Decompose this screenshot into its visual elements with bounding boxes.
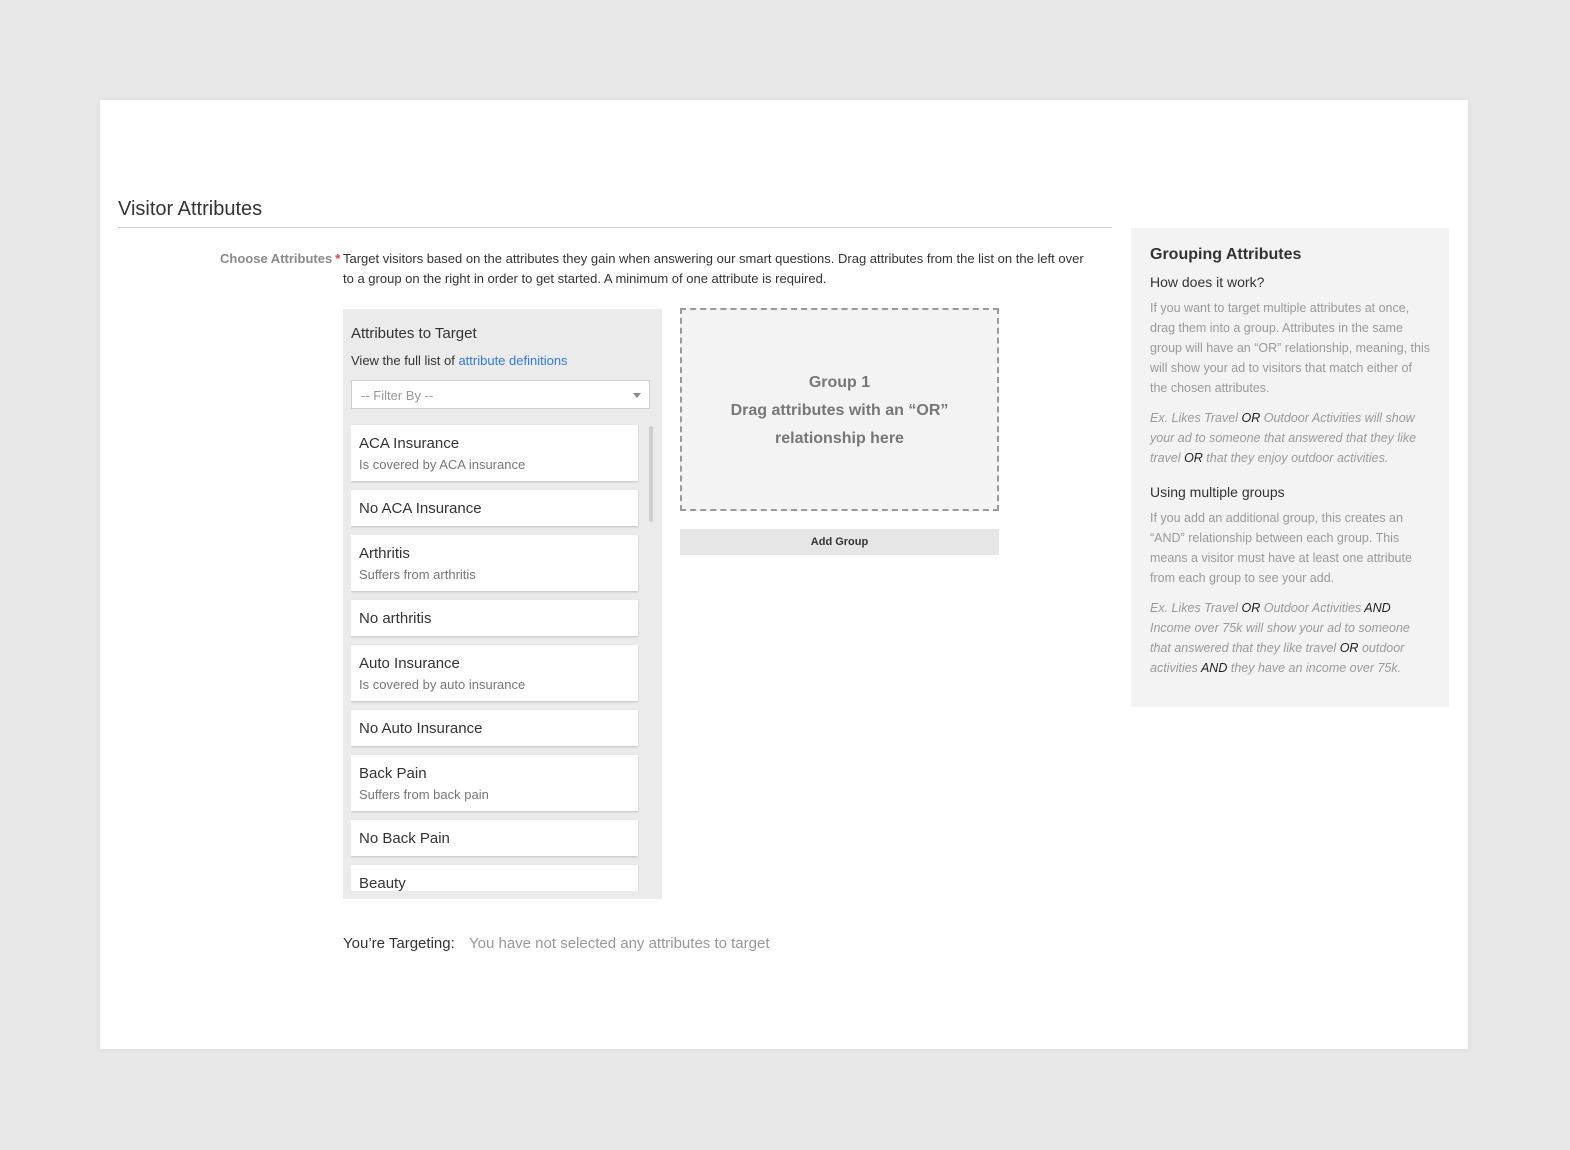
intro-text: Target visitors based on the attributes they gain when answering our smart questions. Drag attributes from the list on the left over to a group on the right in order to get started. A minimum of one attribute is required. [343, 251, 1084, 286]
attribute-name: Back Pain [359, 765, 427, 782]
visitor-attributes-card [100, 100, 1468, 1049]
help-title: Grouping Attributes [1150, 246, 1302, 263]
attribute-description: Is covered by auto insurance [359, 677, 526, 692]
help-sidebar [1131, 228, 1449, 707]
add-group-button[interactable]: Add Group [680, 529, 999, 555]
group-hint-line-1: Drag attributes with an “OR” [730, 402, 949, 419]
group-title: Group 1 [808, 374, 871, 391]
attributes-list[interactable] [351, 425, 641, 891]
choose-attributes-label: Choose Attributes * [220, 251, 341, 266]
attribute-description: Suffers from arthritis [359, 567, 476, 582]
attribute-name: Beauty [359, 875, 406, 891]
targeting-value: You have not selected any attributes to target [469, 935, 770, 952]
list-item[interactable] [351, 425, 638, 481]
help-heading-how: How does it work? [1150, 274, 1265, 290]
filter-placeholder: -- Filter By -- [361, 388, 434, 403]
list-item[interactable] [351, 600, 638, 636]
group-drop-zone[interactable] [680, 308, 999, 511]
help-heading-multiple: Using multiple groups [1150, 484, 1285, 500]
attributes-panel-title: Attributes to Target [351, 325, 477, 342]
list-item[interactable] [351, 865, 638, 891]
attribute-name: No arthritis [359, 610, 432, 627]
attribute-name: Auto Insurance [359, 655, 460, 672]
list-item[interactable] [351, 755, 638, 811]
list-item[interactable] [351, 535, 638, 591]
help-example-and: Ex. Likes Travel OR Outdoor Activities AND Income over 75k will show your ad to someone that answered that they like travel OR outdoor activities AND they have an income over 75k. [1150, 601, 1410, 675]
section-title: Visitor Attributes [118, 198, 263, 220]
group-hint-line-2: relationship here [775, 430, 904, 447]
attribute-name: No Back Pain [359, 830, 450, 847]
attribute-name: No ACA Insurance [359, 500, 482, 517]
attribute-description: Suffers from back pain [359, 787, 489, 802]
list-item[interactable] [351, 490, 638, 526]
filter-select[interactable] [351, 380, 650, 409]
section-divider [118, 227, 1112, 228]
attributes-panel [343, 309, 662, 899]
attributes-panel-subtitle: View the full list of attribute definitions [351, 353, 568, 368]
targeting-label: You’re Targeting: [343, 935, 455, 952]
attribute-definitions-link[interactable]: attribute definitions [458, 353, 568, 368]
help-paragraph-multiple: If you add an additional group, this creates an “AND” relationship between each group. This means a visitor must have at least one attribute from each group to see your add. [1150, 511, 1412, 585]
attribute-name: ACA Insurance [359, 435, 460, 452]
chevron-down-icon [633, 393, 641, 398]
list-item[interactable] [351, 820, 638, 856]
help-example-or: Ex. Likes Travel OR Outdoor Activities will show your ad to someone that answered that they like travel OR that they enjoy outdoor activities. [1150, 411, 1417, 465]
list-item[interactable] [351, 710, 638, 746]
attribute-name: Arthritis [359, 545, 410, 562]
required-mark: * [335, 251, 341, 266]
attribute-description: Is covered by ACA insurance [359, 457, 526, 472]
list-item[interactable] [351, 645, 638, 701]
list-scrollbar[interactable] [649, 426, 653, 522]
attribute-name: No Auto Insurance [359, 720, 483, 737]
help-paragraph-how: If you want to target multiple attributes at once, drag them into a group. Attributes in the same group will have an “OR” relationship, meaning, this will show your ad to visitors that match either of the chosen attributes. [1150, 301, 1430, 395]
